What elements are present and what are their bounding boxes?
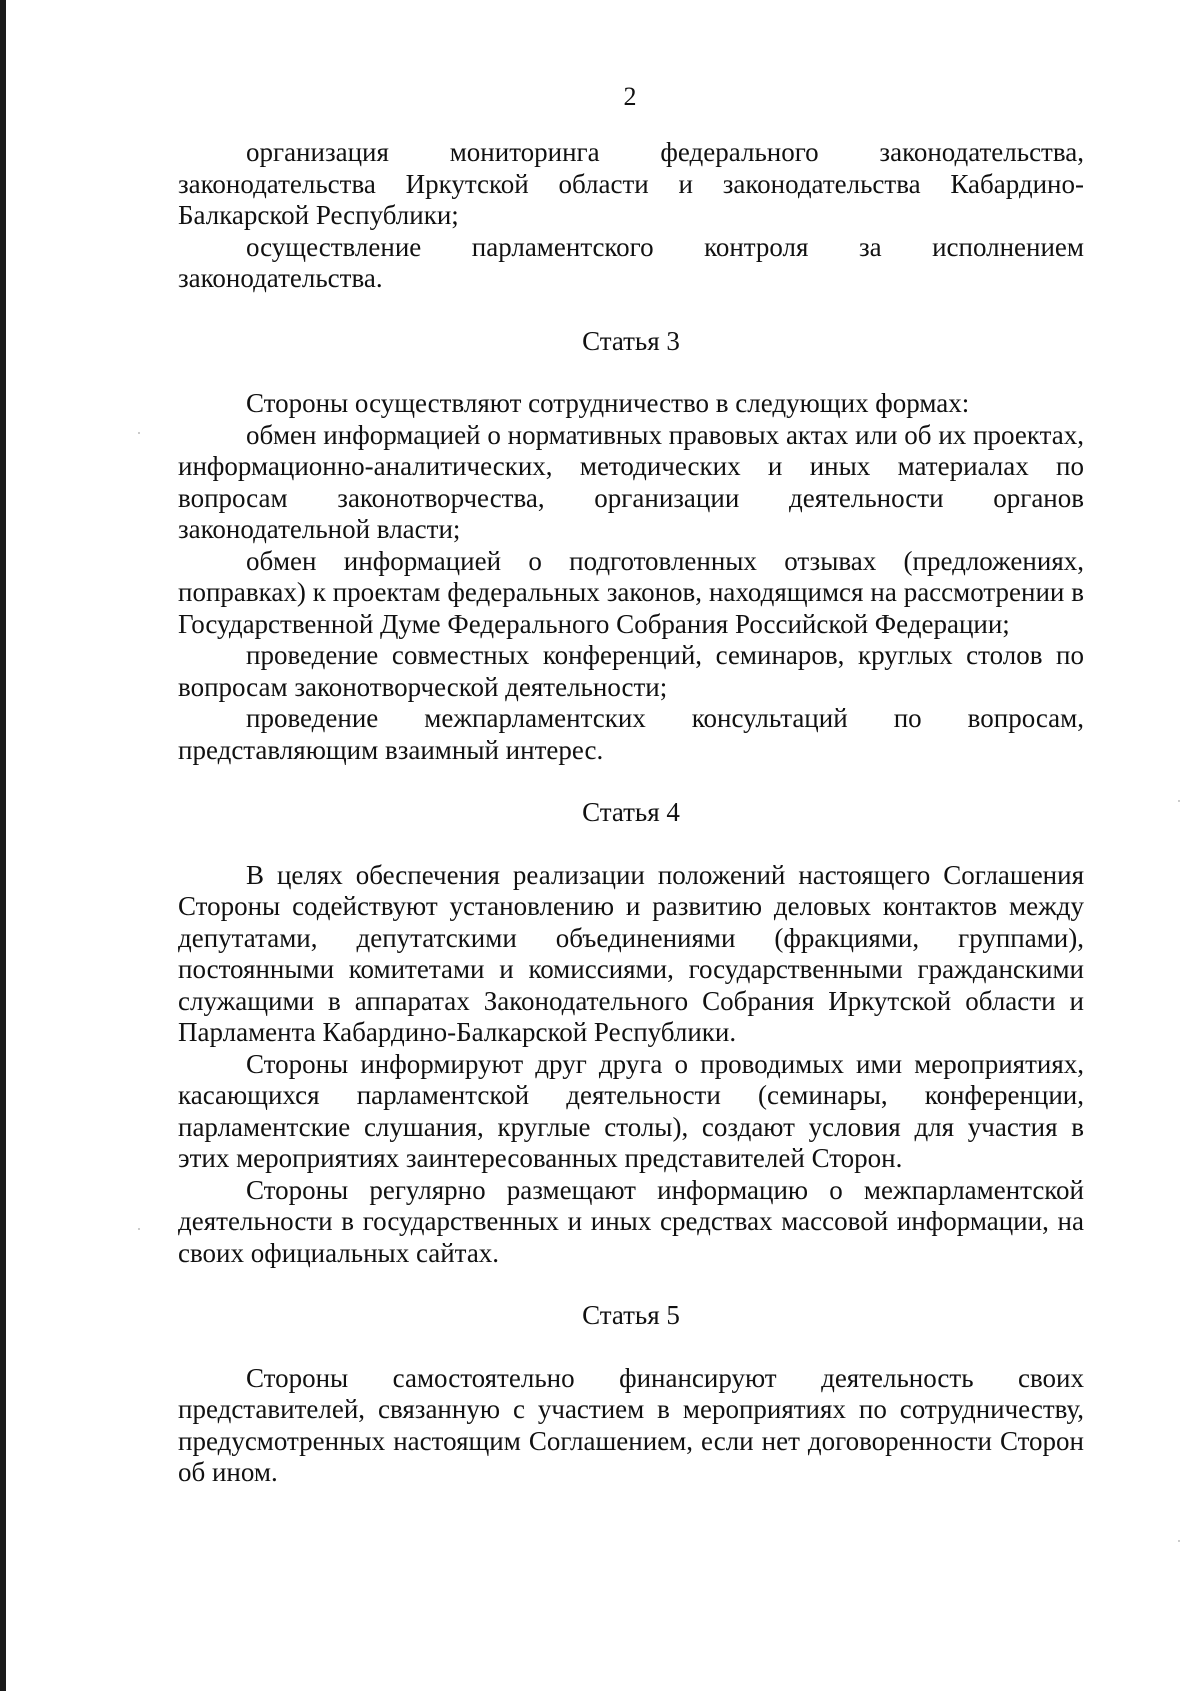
paragraph: В целях обеспечения реализации положений настоящего Соглашения Стороны содействуют установлению и развитию деловых контактов между депутатами, депутатскими объединениями (фракциями, группами), постоянными комитетами и комиссиями, государственными гражданскими служащими в аппаратах Законодательного Собрания Иркутской области и Парламента Кабардино-Балкарской Республики. [178, 859, 1084, 1047]
list-item: обмен информацией о нормативных правовых актах или об их проектах, информационно-аналитических, методических и иных материалах по вопросам законотворчества, организации деятельности органов законодательной власти; [178, 419, 1084, 544]
article-heading: Статья 4 [582, 797, 680, 827]
scan-speck [1178, 1540, 1180, 1542]
paragraph: Стороны информируют друг друга о проводимых ими мероприятиях, касающихся парламентской деятельности (семинары, конференции, парламентские слушания, круглые столы), создают условия для участия в этих мероприятиях заинтересованных представителей Сторон. [178, 1048, 1084, 1173]
list-item: обмен информацией о подготовленных отзывах (предложениях, поправках) к проектам федеральных законов, находящимся на рассмотрении в Государственной Думе Федерального Собрания Российской Федерации; [178, 545, 1084, 639]
article-heading: Статья 5 [582, 1300, 680, 1330]
list-item: проведение межпарламентских консультаций по вопросам, представляющим взаимный интерес. [178, 703, 1084, 765]
paragraph: Стороны осуществляют сотрудничество в следующих формах: [246, 388, 970, 418]
list-item: организация мониторинга федерального законодательства, законодательства Иркутской области и законодательства Кабардино-Балкарской Республики; [178, 137, 1084, 230]
scan-speck [138, 1228, 140, 1230]
list-item: осуществление парламентского контроля за исполнением законодательства. [178, 231, 1084, 293]
page-number: 2 [623, 82, 637, 111]
article-heading: Статья 3 [582, 325, 680, 356]
paragraph: Стороны самостоятельно финансируют деятельность своих представителей, связанную с участием в мероприятиях по сотрудничеству, предусмотренных настоящим Соглашением, если нет договоренности Сторон об ином. [178, 1362, 1084, 1487]
paragraph: Стороны регулярно размещают информацию о межпарламентской деятельности в государственных и иных средствах массовой информации, на своих официальных сайтах. [178, 1174, 1084, 1268]
scan-speck [1178, 800, 1180, 802]
list-item: проведение совместных конференций, семинаров, круглых столов по вопросам законотворческой деятельности; [178, 640, 1084, 702]
document-body [178, 137, 1084, 1489]
scan-left-edge [0, 0, 6, 1691]
scan-speck [138, 432, 140, 434]
